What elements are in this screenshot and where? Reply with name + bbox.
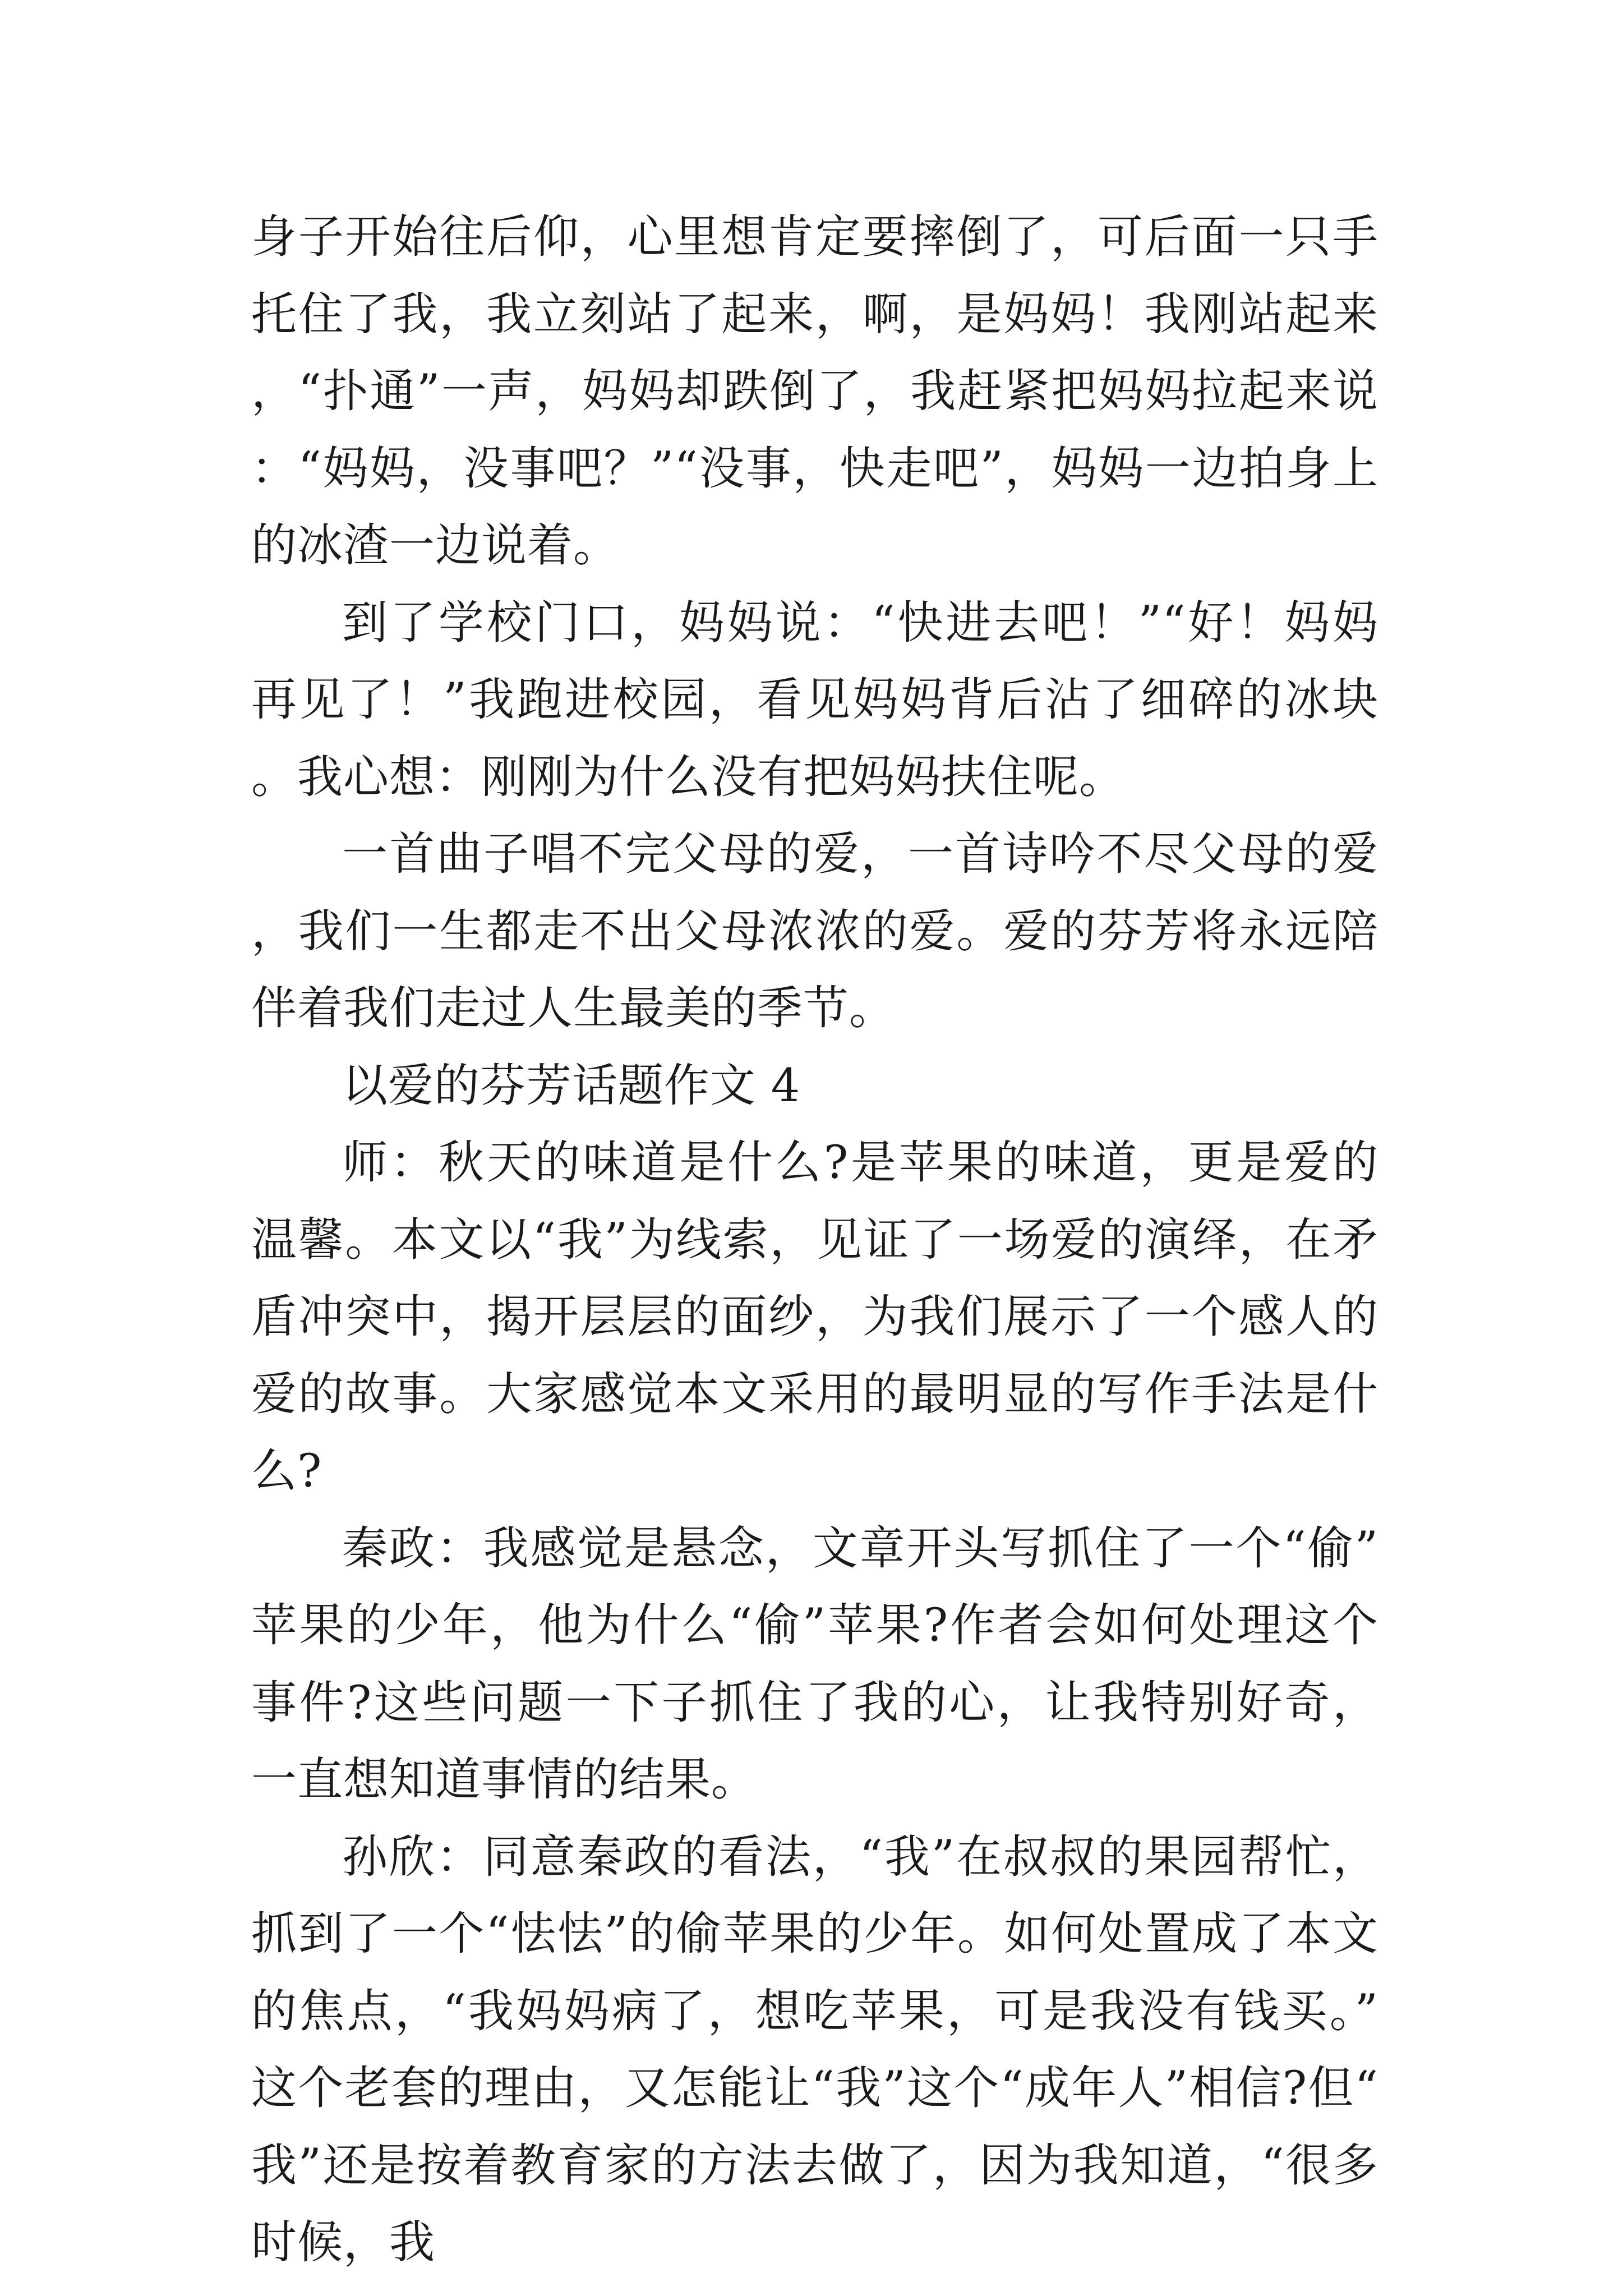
paragraph-parents-love: 一首曲子唱不完父母的爱，一首诗吟不尽父母的爱，我们一生都走不出父母浓浓的爱。爱的芬芳将永远陪伴着我们走过人生最美的季节。 [251,828,1378,1035]
section-heading: 以爱的芬芳话题作文 4 [342,1059,801,1112]
paragraph-sun-xin: 孙欣：同意秦政的看法，“我”在叔叔的果园帮忙，抓到了一个“怯怯”的偷苹果的少年。如何处置成了本文的焦点，“我妈妈病了，想吃苹果，可是我没有钱买。”这个老套的理由，又怎能让“我”这个“成年人”相信?但“我”还是按着教育家的方法去做了，因为我知道，“很多时候，我 [251,1830,1378,2269]
paragraph-qin-zheng: 秦政：我感觉是悬念，文章开头写抓住了一个“偷”苹果的少年，他为什么“偷”苹果?作者会如何处理这个事件?这些问题一下子抓住了我的心，让我特别好奇，一直想知道事情的结果。 [251,1522,1378,1806]
paragraph-school-gate: 到了学校门口，妈妈说：“快进去吧！”“好！妈妈再见了！”我跑进校园，看见妈妈背后沾了细碎的冰块。我心想：刚刚为什么没有把妈妈扶住呢。 [251,596,1378,804]
paragraph-continued: 身子开始往后仰，心里想肯定要摔倒了，可后面一只手托住了我，我立刻站了起来，啊，是妈妈！我刚站起来，“扑通”一声，妈妈却跌倒了，我赶紧把妈妈拉起来说：“妈妈，没事吧？”“没事，快走吧”，妈妈一边拍身上的冰渣一边说着。 [251,211,1378,572]
paragraph-teacher: 师：秋天的味道是什么?是苹果的味道，更是爱的温馨。本文以“我”为线索，见证了一场爱的演绎，在矛盾冲突中，揭开层层的面纱，为我们展示了一个感人的爱的故事。大家感觉本文采用的最明显的写作手法是什么? [251,1137,1378,1498]
document-body [251,199,1378,2282]
